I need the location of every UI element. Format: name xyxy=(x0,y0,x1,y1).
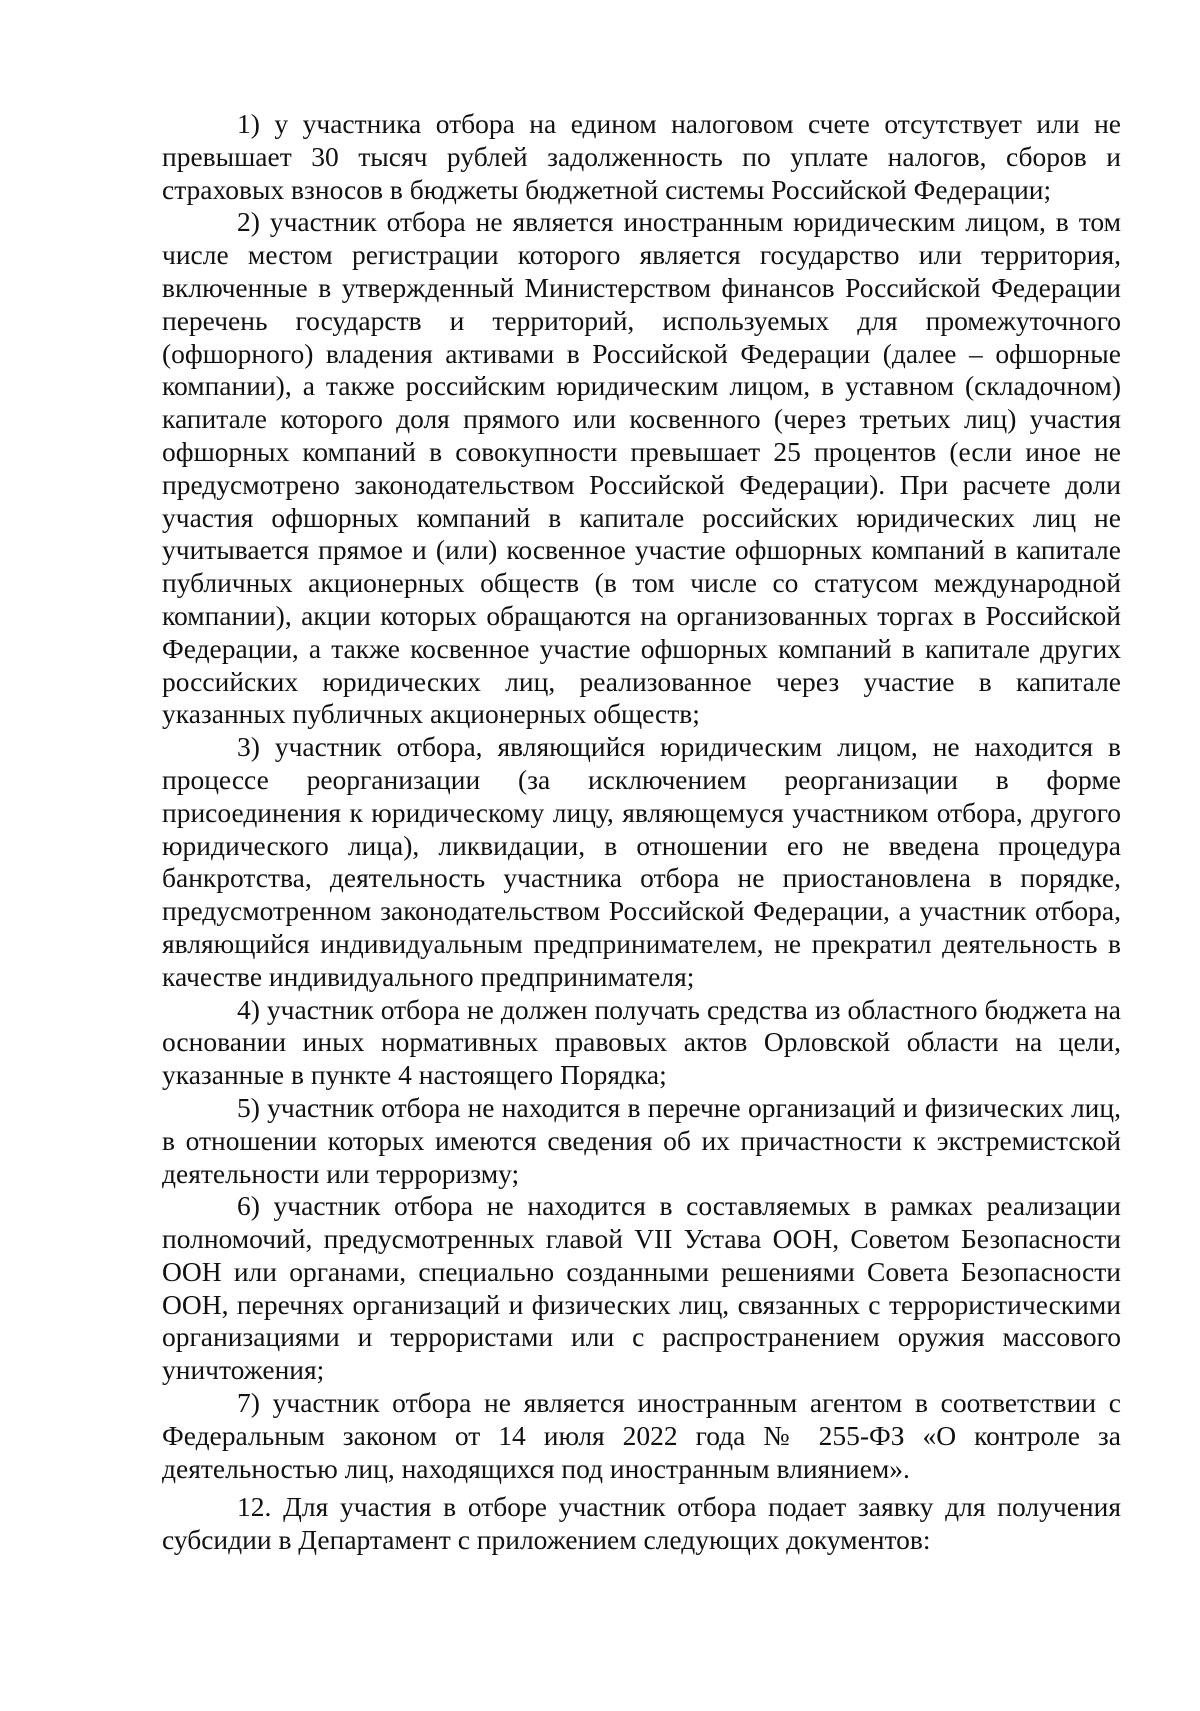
document-body xyxy=(162,108,1121,1557)
paragraph-item-5: 5) участник отбора не находится в перечне организаций и физических лиц, в отношении которых имеются сведения об их причастности к экстремистской деятельности или терроризму; xyxy=(162,1091,1121,1189)
paragraph-item-6: 6) участник отбора не находится в составляемых в рамках реализации полномочий, предусмотренных главой VII Устава ООН, Советом Безопасности ООН или органами, специально созданными решениями Совета Безопасности ООН, перечнях организаций и физических лиц, связанных с террористическими организациями и террористами или с распространением оружия массового уничтожения; xyxy=(162,1190,1121,1386)
paragraph-item-3: 3) участник отбора, являющийся юридическим лицом, не находится в процессе реорганизации (за исключением реорганизации в форме присоединения к юридическому лицу, являющемуся участником отбора, другого юридического лица), ликвидации, в отношении его не введена процедура банкротства, деятельность участника отбора не приостановлена в порядке, предусмотренном законодательством Российской Федерации, а участник отбора, являющийся индивидуальным предпринимателем, не прекратил деятельность в качестве индивидуального предпринимателя; xyxy=(162,731,1121,992)
paragraph-item-4: 4) участник отбора не должен получать средства из областного бюджета на основании иных нормативных правовых актов Орловской области на цели, указанные в пункте 4 настоящего Порядка; xyxy=(162,993,1121,1091)
paragraph-item-12: 12. Для участия в отборе участник отбора подает заявку для получения субсидии в Департамент с приложением следующих документов: xyxy=(162,1491,1121,1556)
paragraph-item-7: 7) участник отбора не является иностранным агентом в соответствии с Федеральным законом от 14 июля 2022 года № 255-ФЗ «О контроле за деятельностью лиц, находящихся под иностранным влиянием». xyxy=(162,1387,1121,1484)
paragraph-item-1: 1) у участника отбора на едином налоговом счете отсутствует или не превышает 30 тысяч рублей задолженность по уплате налогов, сборов и страховых взносов в бюджеты бюджетной системы Российской Федерации; xyxy=(162,108,1121,205)
paragraph-item-2: 2) участник отбора не является иностранным юридическим лицом, в том числе местом регистрации которого является государство или территория, включенные в утвержденный Министерством финансов Российской Федерации перечень государств и территорий, используемых для промежуточного (офшорного) владения активами в Российской Федерации (далее – офшорные компании), а также российским юридическим лицом, в уставном (складочном) капитале которого доля прямого или косвенного (через третьих лиц) участия офшорных компаний в совокупности превышает 25 процентов (если иное не предусмотрено законодательством Российской Федерации). При расчете доли участия офшорных компаний в капитале российских юридических лиц не учитывается прямое и (или) косвенное участие офшорных компаний в капитале публичных акционерных обществ (в том числе со статусом международной компании), акции которых обращаются на организованных торгах в Российской Федерации, а также косвенное участие офшорных компаний в капитале других российских юридических лиц, реализованное через участие в капитале указанных публичных акционерных обществ; xyxy=(162,206,1121,730)
